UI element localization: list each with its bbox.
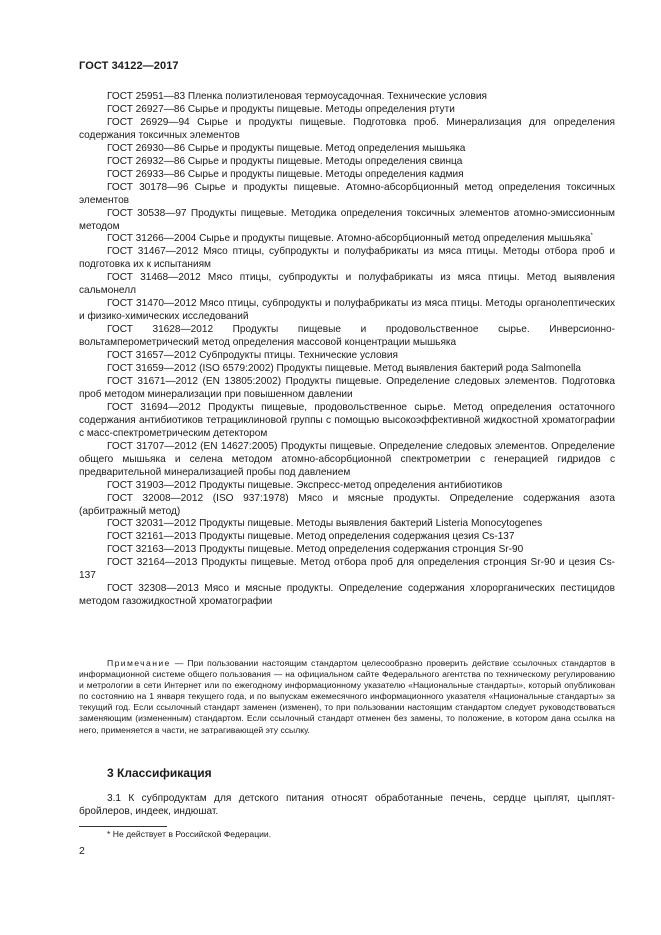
reference-item: ГОСТ 31468—2012 Мясо птицы, субпродукты и полуфабрикаты из мяса птицы. Метод выявления сальмонелл <box>79 272 615 297</box>
reference-item: ГОСТ 26933—86 Сырье и продукты пищевые. Методы определения кадмия <box>107 168 464 180</box>
reference-item: ГОСТ 31671—2012 (EN 13805:2002) Продукты пищевые. Определение следовых элементов. Подготовка проб методом минерализации при повышенном давлении <box>79 375 615 400</box>
normative-references-list <box>79 91 615 609</box>
reference-item: ГОСТ 32308—2013 Мясо и мясные продукты. Определение содержания хлорорганических пестицидов методом газожидкостной хроматографии <box>79 583 615 608</box>
section-paragraph: 3.1 К субпродуктам для детского питания относят обработанные печень, сердце цыплят, цыплят-бройлеров, индеек, индюшат. <box>79 793 615 817</box>
reference-item: ГОСТ 31903—2012 Продукты пищевые. Экспресс-метод определения антибиотиков <box>107 479 503 491</box>
reference-item: ГОСТ 31659—2012 (ISO 6579:2002) Продукты пищевые. Метод выявления бактерий рода Salmonella <box>107 363 582 375</box>
reference-item: ГОСТ 31467—2012 Мясо птицы, субпродукты и полуфабрикаты из мяса птицы. Методы отбора проб и подготовка их к испытаниям <box>79 246 615 271</box>
reference-item: ГОСТ 26932—86 Сырье и продукты пищевые. Методы определения свинца <box>107 155 463 167</box>
note-label: Примечание <box>107 658 171 668</box>
references-note <box>79 658 615 736</box>
reference-item: ГОСТ 32161—2013 Продукты пищевые. Метод определения содержания цезия Cs-137 <box>107 531 515 543</box>
document-header: ГОСТ 34122—2017 <box>79 60 179 72</box>
reference-item-with-footnote <box>79 233 615 246</box>
reference-item: ГОСТ 30538—97 Продукты пищевые. Методика определения токсичных элементов атомно-эмиссионным методом <box>79 207 615 232</box>
reference-item: ГОСТ 32031—2012 Продукты пищевые. Методы выявления бактерий Listeria Monocytogenes <box>107 518 543 530</box>
reference-item: ГОСТ 31657—2012 Субпродукты птицы. Технические условия <box>107 350 399 362</box>
page-number: 2 <box>79 845 85 857</box>
reference-item: ГОСТ 32163—2013 Продукты пищевые. Метод определения содержания стронция Sr-90 <box>107 544 524 556</box>
reference-item: ГОСТ 32164—2013 Продукты пищевые. Метод отбора проб для определения стронция Sr-90 и цезия Cs-137 <box>79 557 615 582</box>
reference-item: ГОСТ 32008—2012 (ISO 937:1978) Мясо и мясные продукты. Определение содержания азота (арбитражный метод) <box>79 492 615 517</box>
note-text: — При пользовании настоящим стандартом целесообразно проверить действие ссылочных стандартов в информационной системе общего пользования — на официальном сайте Федерального агентства по техническому регулированию и метрологии в сети Интернет или по ежегодному информационному указателю «Национальные стандарты», который опубликован по состоянию на 1 января текущего года, и по выпускам ежемесячного информационного указателя «Национальные стандарты» за текущий год. Если ссылочный стандарт заменен (изменен), то при пользовании настоящим стандартом следует руководствоваться заменяющим (измененным) стандартом. Если ссылочный стандарт отменен без замены, то положение, в котором дана ссылка на него, применяется в части, не затрагивающей эту ссылку. <box>79 658 616 735</box>
reference-item: ГОСТ 31470—2012 Мясо птицы, субпродукты и полуфабрикаты из мяса птицы. Методы органолептических и физико-химических исследований <box>79 298 615 323</box>
footnote-marker: * <box>590 233 593 240</box>
reference-item: ГОСТ 26927—86 Сырье и продукты пищевые. Методы определения ртути <box>107 103 455 115</box>
reference-item: ГОСТ 31694—2012 Продукты пищевые, продовольственное сырье. Метод определения остаточного содержания антибиотиков тетрациклиновой группы с помощью высокоэффективной жидкостной хроматографии с масс-спектрометрическим детектором <box>79 401 615 439</box>
reference-item: ГОСТ 30178—96 Сырье и продукты пищевые. Атомно-абсорбционный метод определения токсичных элементов <box>79 181 615 206</box>
reference-text: ГОСТ 31266—2004 Сырье и продукты пищевые. Атомно-абсорбционный метод определения мышьяка <box>107 233 591 245</box>
reference-item: ГОСТ 25951—83 Пленка полиэтиленовая термоусадочная. Технические условия <box>107 91 487 102</box>
section-heading: 3 Классификация <box>107 766 212 780</box>
footnote: * Не действует в Российской Федерации. <box>107 829 272 839</box>
reference-item: ГОСТ 31628—2012 Продукты пищевые и продовольственное сырье. Инверсионно-вольтамперометрический метод определения массовой концентрации мышьяка <box>79 324 615 349</box>
reference-item: ГОСТ 26930—86 Сырье и продукты пищевые. Метод определения мышьяка <box>107 142 466 154</box>
footnote-divider <box>79 826 167 827</box>
reference-item: ГОСТ 31707—2012 (EN 14627:2005) Продукты пищевые. Определение следовых элементов. Определение общего мышьяка и селена методом атомно-абсорбционной спектрометрии с генерацией гидридов с предварительной минерализацией пробы под давлением <box>79 440 615 478</box>
reference-item: ГОСТ 26929—94 Сырье и продукты пищевые. Подготовка проб. Минерализация для определения содержания токсичных элементов <box>79 116 615 141</box>
